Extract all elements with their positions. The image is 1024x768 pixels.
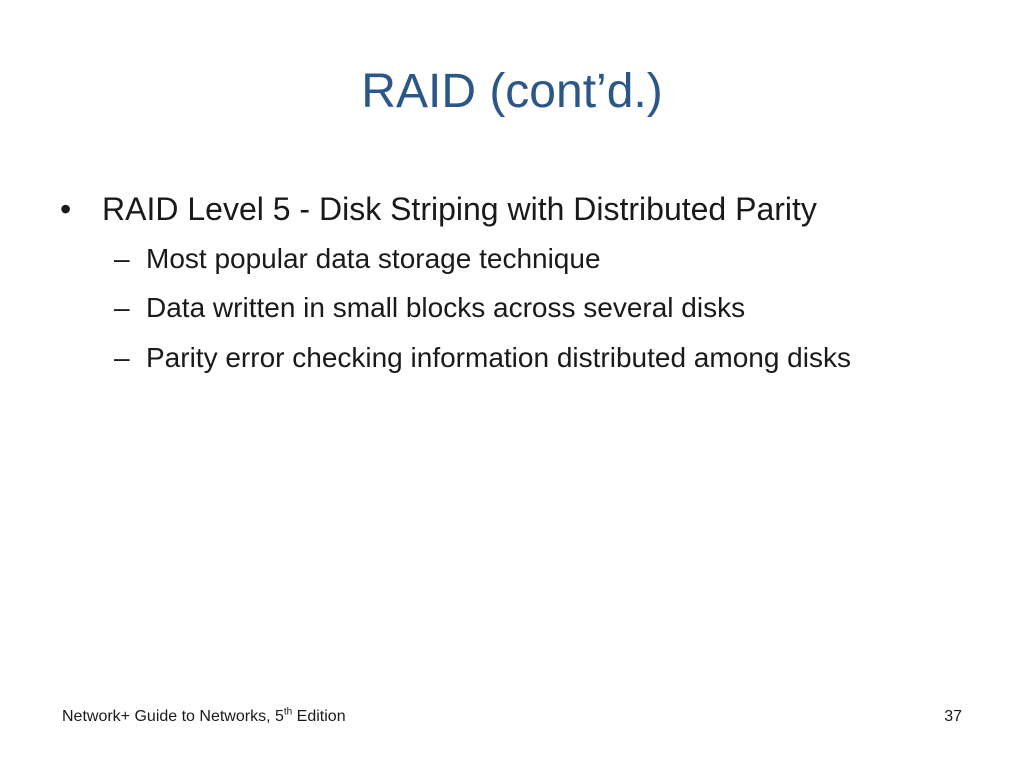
sub-bullet-text: Most popular data storage technique	[146, 243, 601, 274]
sub-bullet-marker: –	[114, 243, 130, 274]
footer-book-title	[62, 706, 346, 728]
page-number: 37	[944, 708, 962, 725]
sub-bullet-text: Parity error checking information distributed among disks	[146, 342, 851, 373]
sub-bullet	[114, 338, 934, 378]
sub-bullet	[114, 239, 934, 279]
main-bullet-text: RAID Level 5 - Disk Striping with Distributed Parity	[102, 191, 817, 227]
main-bullet	[60, 188, 960, 230]
sub-bullet	[114, 288, 934, 328]
sub-bullet-text: Data written in small blocks across several disks	[146, 292, 746, 323]
footer-title-suffix: Edition	[292, 708, 346, 725]
slide-title: RAID (cont’d.)	[361, 65, 663, 118]
sub-bullet-marker: –	[114, 292, 130, 323]
sub-bullet-marker: –	[114, 342, 130, 373]
footer-title-prefix: Network+ Guide to Networks, 5	[62, 708, 284, 725]
footer-title-sup: th	[283, 706, 293, 718]
bullet-marker: •	[60, 191, 72, 227]
